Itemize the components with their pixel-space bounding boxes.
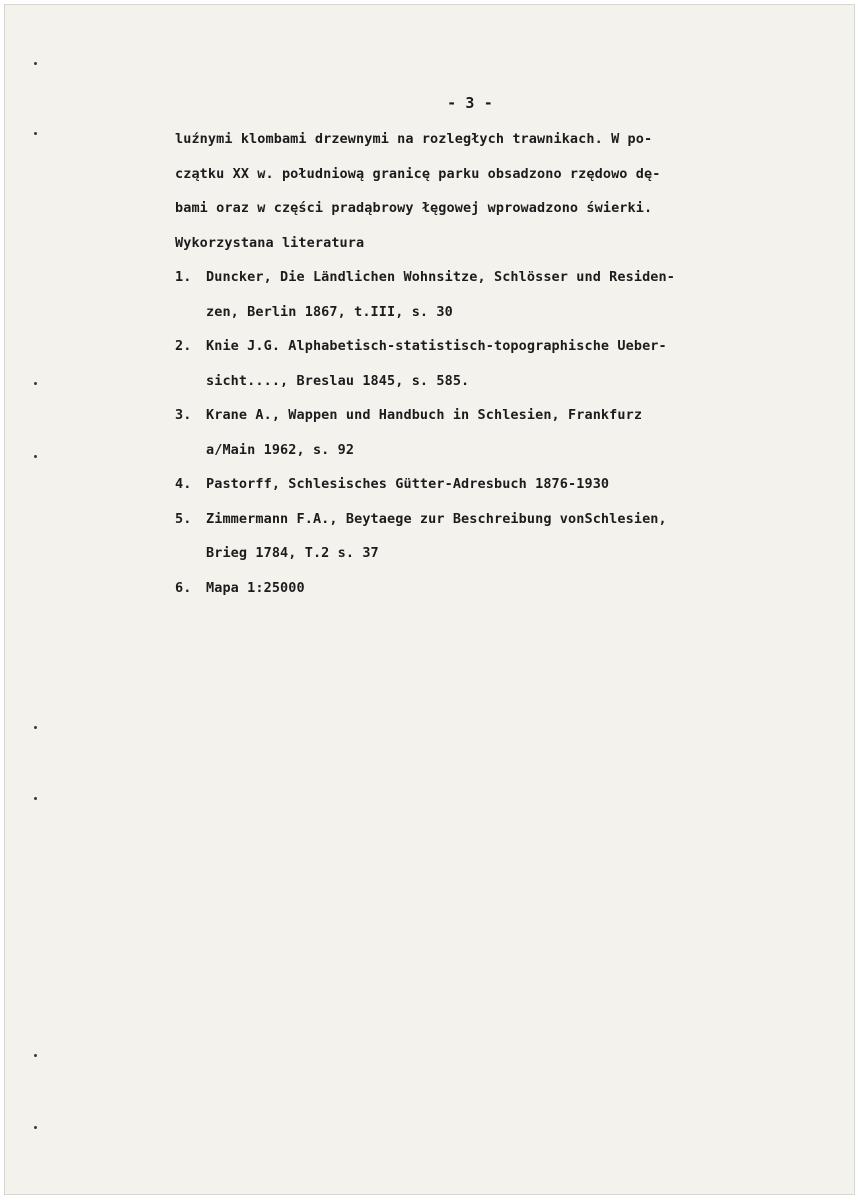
reference-item bbox=[175, 571, 825, 606]
punch-mark bbox=[34, 797, 37, 800]
reference-number: 1. bbox=[175, 269, 192, 285]
punch-mark bbox=[34, 382, 37, 385]
reference-item bbox=[175, 260, 825, 329]
reference-line: Pastorff, Schlesisches Gütter-Adresbuch 1876-1930 bbox=[206, 476, 610, 492]
reference-number: 3. bbox=[175, 407, 192, 423]
page-number: - 3 - bbox=[447, 94, 493, 112]
reference-line: Krane A., Wappen und Handbuch in Schlesien, Frankfurz bbox=[206, 407, 643, 423]
punch-mark bbox=[34, 726, 37, 729]
reference-item bbox=[175, 467, 825, 502]
punch-mark bbox=[34, 62, 37, 65]
punch-mark bbox=[34, 455, 37, 458]
reference-item bbox=[175, 502, 825, 571]
reference-line: Zimmermann F.A., Beytaege zur Beschreibung vonSchlesien, bbox=[206, 510, 667, 527]
paragraph-line: bami oraz w części pradąbrowy łęgowej wprowadzono świerki. bbox=[175, 200, 653, 216]
paragraph-line: luźnymi klombami drzewnymi na rozległych trawnikach. W po- bbox=[175, 131, 653, 147]
punch-mark bbox=[34, 1054, 37, 1057]
references-heading: Wykorzystana literatura bbox=[175, 234, 365, 251]
paragraph-line: czątku XX w. południową granicę parku obsadzono rzędowo dę- bbox=[175, 165, 661, 182]
reference-line: zen, Berlin 1867, t.III, s. 30 bbox=[206, 303, 453, 320]
reference-number: 4. bbox=[175, 476, 192, 492]
reference-number: 5. bbox=[175, 510, 192, 527]
reference-line: sicht...., Breslau 1845, s. 585. bbox=[206, 372, 470, 389]
reference-line: Duncker, Die Ländlichen Wohnsitze, Schlösser und Residen- bbox=[206, 269, 675, 285]
reference-item bbox=[175, 398, 825, 467]
punch-mark bbox=[34, 1126, 37, 1129]
document-page bbox=[4, 4, 855, 1195]
references-list bbox=[175, 260, 825, 605]
reference-line: Knie J.G. Alphabetisch-statistisch-topographische Ueber- bbox=[206, 338, 667, 354]
reference-number: 2. bbox=[175, 338, 192, 354]
reference-line: Mapa 1:25000 bbox=[206, 579, 305, 596]
reference-number: 6. bbox=[175, 579, 192, 596]
reference-line: a/Main 1962, s. 92 bbox=[206, 441, 355, 458]
punch-mark bbox=[34, 132, 37, 135]
reference-line: Brieg 1784, T.2 s. 37 bbox=[206, 545, 379, 561]
reference-item bbox=[175, 329, 825, 398]
